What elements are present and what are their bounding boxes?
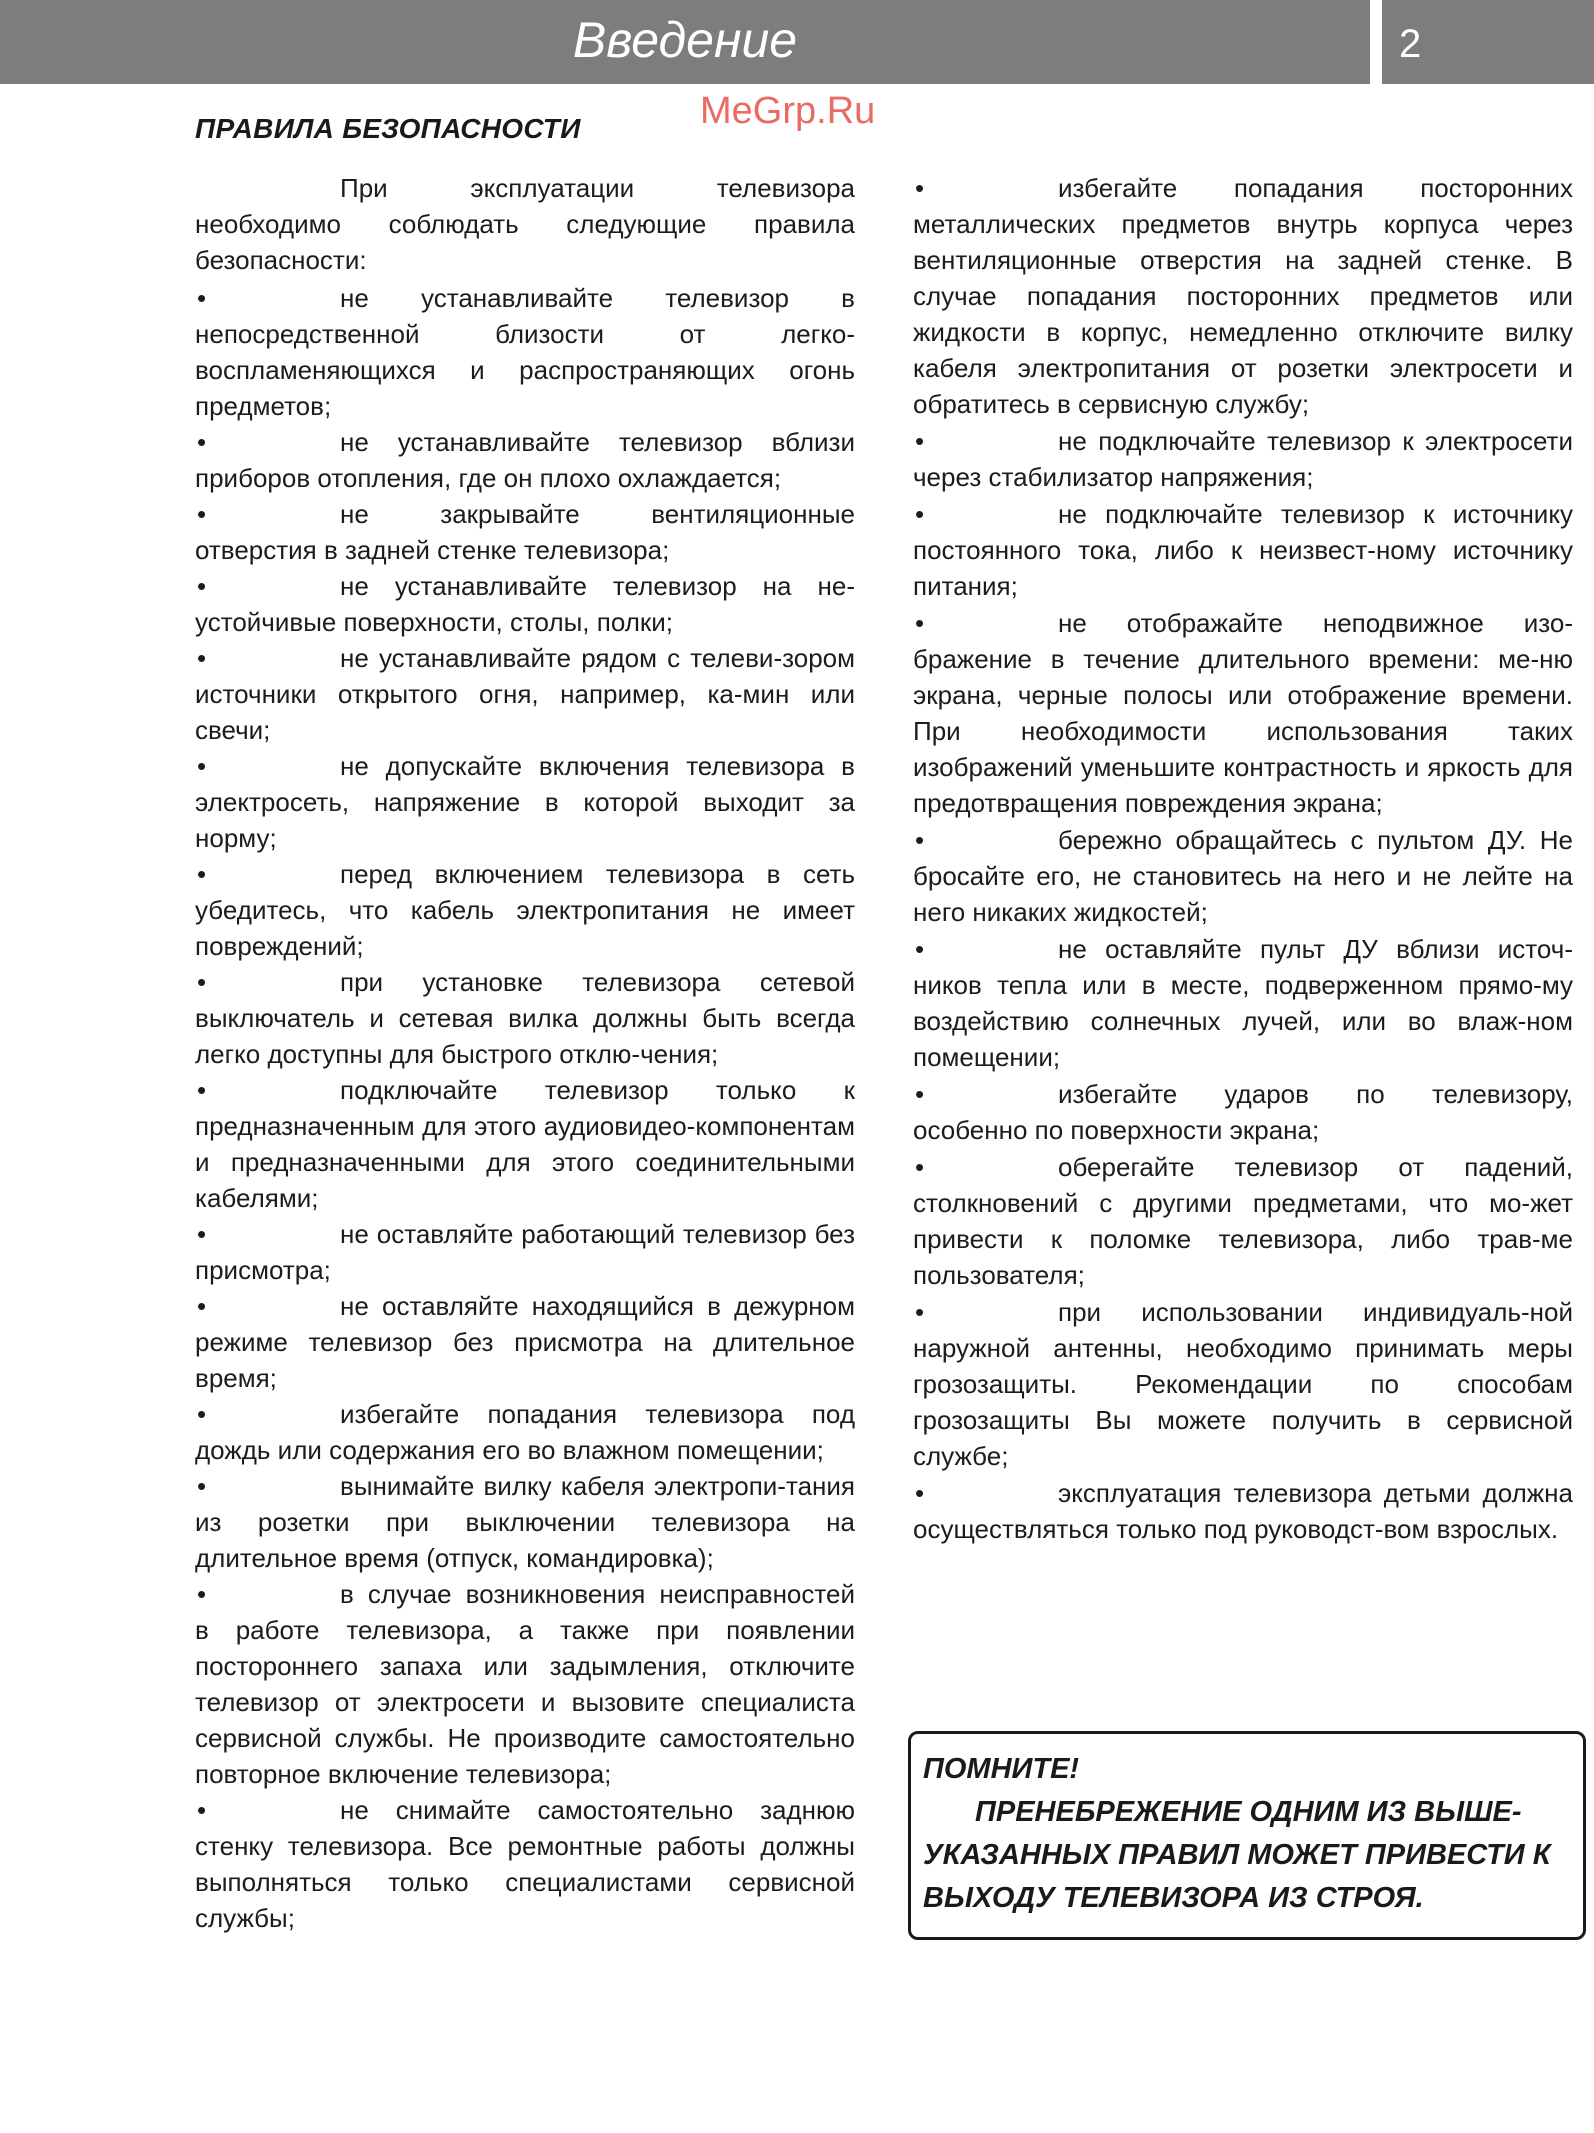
bullet-icon: •	[915, 608, 925, 638]
rule-text: не оставляйте работающий телевизор без присмотра;	[195, 1219, 855, 1285]
section-title: ПРАВИЛА БЕЗОПАСНОСТИ	[195, 113, 581, 144]
bullet-icon: •	[197, 1399, 207, 1429]
rule-text: в случае возникновения неисправностей в работе телевизора, а также при появлении постороннего запаха или задымления, отключите телевизор от электросети и вызовите специалиста сервисной службы. Не производите самостоятельно повторное включение телевизора;	[195, 1579, 855, 1789]
rule-item	[195, 640, 855, 748]
rule-item	[195, 856, 855, 964]
rule-text: оберегайте телевизор от падений, столкновений с другими предметами, что мо-жет привести к поломке телевизора, либо трав-ме пользователя;	[913, 1152, 1573, 1290]
rule-item	[195, 1396, 855, 1468]
rule-text: не закрывайте вентиляционные отверстия в задней стенке телевизора;	[195, 499, 855, 565]
rule-item	[195, 1468, 855, 1576]
rule-text: не устанавливайте рядом с телеви-зором источники открытого огня, например, ка-мин или свечи;	[195, 643, 855, 745]
rules-list-left	[195, 280, 855, 1936]
rule-text: вынимайте вилку кабеля электропи-тания из розетки при выключении телевизора на длительное время (отпуск, командировка);	[195, 1471, 855, 1573]
bullet-icon: •	[915, 426, 925, 456]
bullet-icon: •	[915, 1478, 925, 1508]
bullet-icon: •	[915, 499, 925, 529]
bullet-icon: •	[197, 1291, 207, 1321]
rule-item	[913, 1294, 1573, 1474]
bullet-icon: •	[197, 427, 207, 457]
warning-box	[908, 1731, 1586, 1940]
rule-text: избегайте попадания телевизора под дождь или содержания его во влажном помещении;	[195, 1399, 855, 1465]
rule-item	[913, 1149, 1573, 1293]
bullet-icon: •	[197, 1471, 207, 1501]
rule-item	[913, 822, 1573, 930]
bullet-icon: •	[197, 967, 207, 997]
bullet-icon: •	[197, 283, 207, 313]
rule-item	[195, 1792, 855, 1936]
rule-text: бережно обращайтесь с пультом ДУ. Не бросайте его, не становитесь на него и не лейте на него никаких жидкостей;	[913, 825, 1573, 927]
rule-text: избегайте попадания посторонних металлических предметов внутрь корпуса через вентиляционные отверстия на задней стенке. В случае попадания посторонних предметов или жидкости в корпус, немедленно отключите вилку кабеля электропитания от розетки электросети и обратитесь в сервисную службу;	[913, 173, 1573, 419]
rule-text: при установке телевизора сетевой выключатель и сетевая вилка должны быть всегда легко доступны для быстрого отклю-чения;	[195, 967, 855, 1069]
bullet-icon: •	[915, 1079, 925, 1109]
bullet-icon: •	[915, 173, 925, 203]
rule-text: эксплуатация телевизора детьми должна осуществляться только под руководст-вом взрослых.	[913, 1478, 1573, 1544]
rule-item	[195, 424, 855, 496]
page-number-box	[1382, 0, 1594, 84]
page-title: Введение	[572, 12, 798, 68]
rule-text: не подключайте телевизор к электросети через стабилизатор напряжения;	[913, 426, 1573, 492]
bullet-icon: •	[197, 1219, 207, 1249]
rule-text: не устанавливайте телевизор на не-устойчивые поверхности, столы, полки;	[195, 571, 855, 637]
rule-item	[195, 1216, 855, 1288]
rule-item	[913, 1475, 1573, 1547]
rule-text: подключайте телевизор только к предназначенным для этого аудиовидео-компонентам и предназначенными для этого соединительными кабелями;	[195, 1075, 855, 1213]
rule-text: не снимайте самостоятельно заднюю стенку телевизора. Все ремонтные работы должны выполняться только специалистами сервисной службы;	[195, 1795, 855, 1933]
rule-text: не отображайте неподвижное изо-бражение в течение длительного времени: ме-ню экрана, черные полосы или отображение времени. При необходимости использования таких изображений уменьшите контрастность и яркость для предотвращения повреждения экрана;	[913, 608, 1573, 818]
rule-text: при использовании индивидуаль-ной наружной антенны, необходимо принимать меры грозозащиты. Рекомендации по способам грозозащиты Вы можете получить в сервисной службе;	[913, 1297, 1573, 1471]
rule-item	[913, 1076, 1573, 1148]
rule-item	[195, 1072, 855, 1216]
right-column	[913, 170, 1573, 1548]
left-column	[195, 170, 855, 1936]
rule-item	[913, 496, 1573, 604]
rule-item	[913, 423, 1573, 495]
bullet-icon: •	[197, 1075, 207, 1105]
rule-text: избегайте ударов по телевизору, особенно по поверхности экрана;	[913, 1079, 1573, 1145]
warning-text: ПРЕНЕБРЕЖЕНИЕ ОДНИМ ИЗ ВЫШЕ-УКАЗАННЫХ ПРАВИЛ МОЖЕТ ПРИВЕСТИ К ВЫХОДУ ТЕЛЕВИЗОРА ИЗ СТРОЯ.	[923, 1796, 1551, 1914]
rule-text: не допускайте включения телевизора в электросеть, напряжение в которой выходит за норму;	[195, 751, 855, 853]
bullet-icon: •	[197, 859, 207, 889]
rule-item	[195, 496, 855, 568]
rule-text: не устанавливайте телевизор вблизи приборов отопления, где он плохо охлаждается;	[195, 427, 855, 493]
bullet-icon: •	[915, 1297, 925, 1327]
watermark: MeGrp.Ru	[700, 90, 876, 132]
bullet-icon: •	[197, 571, 207, 601]
rules-list-right	[913, 170, 1573, 1547]
rule-item	[195, 1288, 855, 1396]
rule-item	[195, 964, 855, 1072]
bullet-icon: •	[197, 1795, 207, 1825]
intro-paragraph: При эксплуатации телевизора необходимо соблюдать следующие правила безопасности:	[195, 173, 855, 275]
bullet-icon: •	[197, 751, 207, 781]
bullet-icon: •	[197, 1579, 207, 1609]
bullet-icon: •	[197, 499, 207, 529]
rule-text: не устанавливайте телевизор в непосредственной близости от легко-воспламеняющихся и распространяющих огонь предметов;	[195, 283, 855, 421]
rule-text: перед включением телевизора в сеть убедитесь, что кабель электропитания не имеет повреждений;	[195, 859, 855, 961]
bullet-icon: •	[197, 643, 207, 673]
rule-text: не оставляйте находящийся в дежурном режиме телевизор без присмотра на длительное время;	[195, 1291, 855, 1393]
bullet-icon: •	[915, 934, 925, 964]
bullet-icon: •	[915, 825, 925, 855]
page-number: 2	[1399, 22, 1422, 66]
rule-item	[195, 280, 855, 424]
rule-item	[195, 1576, 855, 1792]
rule-text: не подключайте телевизор к источнику постоянного тока, либо к неизвест-ному источнику питания;	[913, 499, 1573, 601]
bullet-icon: •	[915, 1152, 925, 1182]
warning-title: ПОМНИТЕ!	[923, 1753, 1080, 1785]
rule-item	[913, 170, 1573, 422]
rule-item	[195, 568, 855, 640]
rule-item	[195, 748, 855, 856]
rule-text: не оставляйте пульт ДУ вблизи источ-ников тепла или в месте, подверженном прямо-му воздействию солнечных лучей, или во влаж-ном помещении;	[913, 934, 1573, 1072]
rule-item	[913, 605, 1573, 821]
rule-item	[913, 931, 1573, 1075]
